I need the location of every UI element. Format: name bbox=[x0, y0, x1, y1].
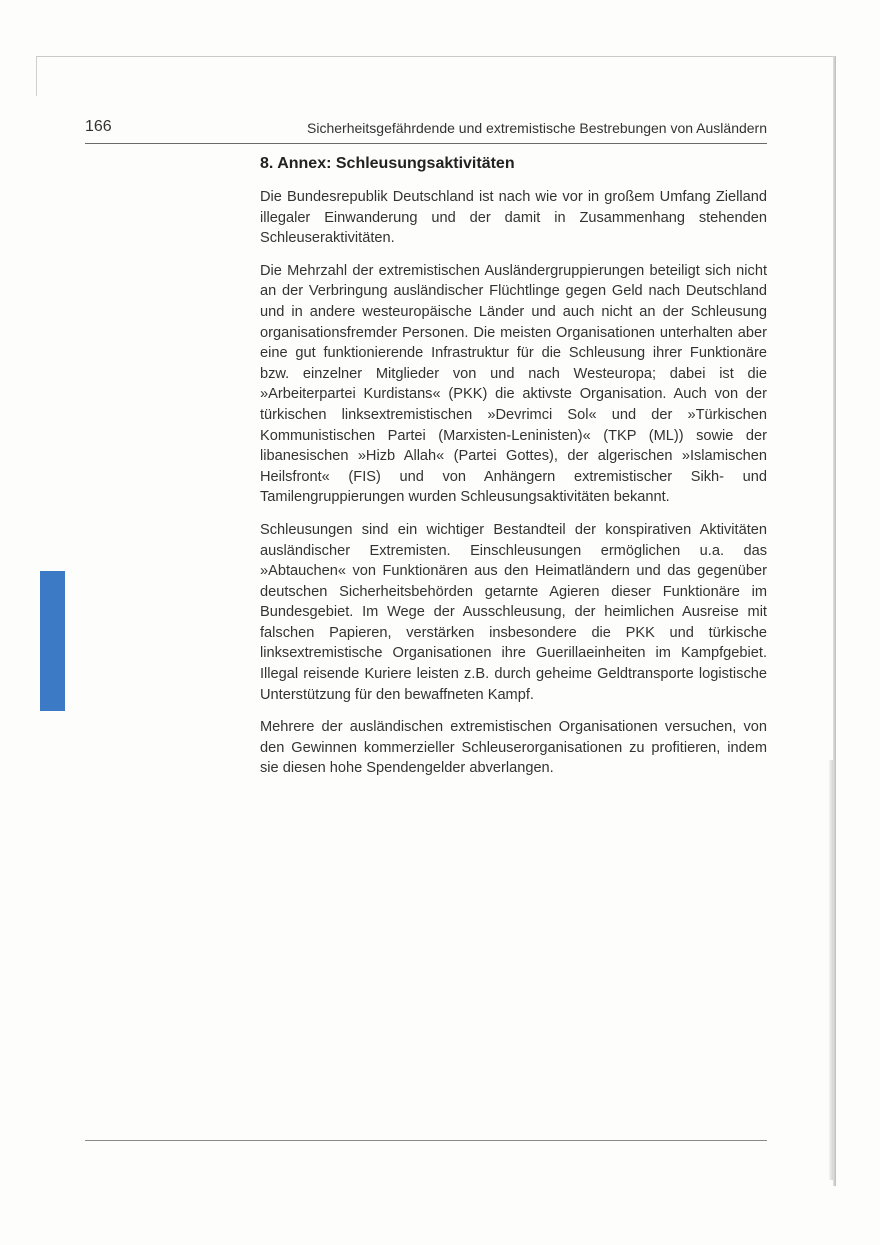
scan-edge-shadow bbox=[829, 760, 833, 1180]
scan-edge-right bbox=[833, 56, 836, 1186]
page-number: 166 bbox=[85, 118, 112, 135]
running-title: Sicherheitsgefährdende und extremistische Bestrebungen von Ausländern bbox=[307, 120, 767, 136]
scan-edge-left bbox=[36, 56, 37, 96]
section-heading: 8. Annex: Schleusungsaktivitäten bbox=[260, 155, 515, 172]
paragraph: Die Bundesrepublik Deutschland ist nach wie vor in großem Umfang Zielland illegaler Einwanderung und der damit in Zusammenhang stehenden Schleuseraktivitäten. bbox=[260, 189, 767, 247]
footer-divider bbox=[85, 1140, 767, 1141]
scan-edge-top bbox=[36, 56, 836, 57]
main-content bbox=[260, 153, 767, 791]
page-header bbox=[85, 117, 767, 143]
paragraph: Schleusungen sind ein wichtiger Bestandteil der konspirativen Aktivitäten ausländischer Extremisten. Einschleusungen ermöglichen u.a. das »Abtauchen« von Funktionären aus den Heimatländern und das gegenüber deutschen Sicherheitsbehörden getarnte Agieren dieser Funktionäre im Bundesgebiet. Im Wege der Ausschleusung, der heimlichen Ausreise mit falschen Papieren, verstärken insbesondere die PKK und türkische linksextremistische Organisationen ihre Guerillaeinheiten im Kampfgebiet. Illegal reisende Kuriere leisten z.B. durch geheime Geldtransporte logistische Unterstützung für den bewaffneten Kampf. bbox=[260, 521, 767, 703]
paragraph: Mehrere der ausländischen extremistischen Organisationen versuchen, von den Gewinnen kommerzieller Schleuserorganisationen zu profitieren, indem sie diesen hohe Spendengelder abverlangen. bbox=[260, 719, 767, 777]
header-divider bbox=[85, 143, 767, 144]
chapter-tab-marker bbox=[40, 571, 65, 711]
paragraph: Die Mehrzahl der extremistischen Ausländergruppierungen beteiligt sich nicht an der Verbringung ausländischer Flüchtlinge gegen Geld nach Deutschland und in andere westeuropäische Länder und auch nicht an der Schleusung organisationsfremder Personen. Die meisten Organisationen unterhalten aber eine gut funktionierende Infrastruktur für die Schleusung ihrer Funktionäre bzw. einzelner Mitglieder von und nach Westeuropa; dabei ist die »Arbeiterpartei Kurdistans« (PKK) die aktivste Organisation. Auch von der türkischen linksextremistischen »Devrimci Sol« und der »Türkischen Kommunistischen Partei (Marxisten-Leninisten)« (TKP (ML)) sowie der libanesischen »Hizb Allah« (Partei Gottes), der algerischen »Islamischen Heilsfront« (FIS) und von Anhängern extremistischer Sikh- und Tamilengruppierungen wurden Schleusungsaktivitäten bekannt. bbox=[260, 262, 767, 506]
